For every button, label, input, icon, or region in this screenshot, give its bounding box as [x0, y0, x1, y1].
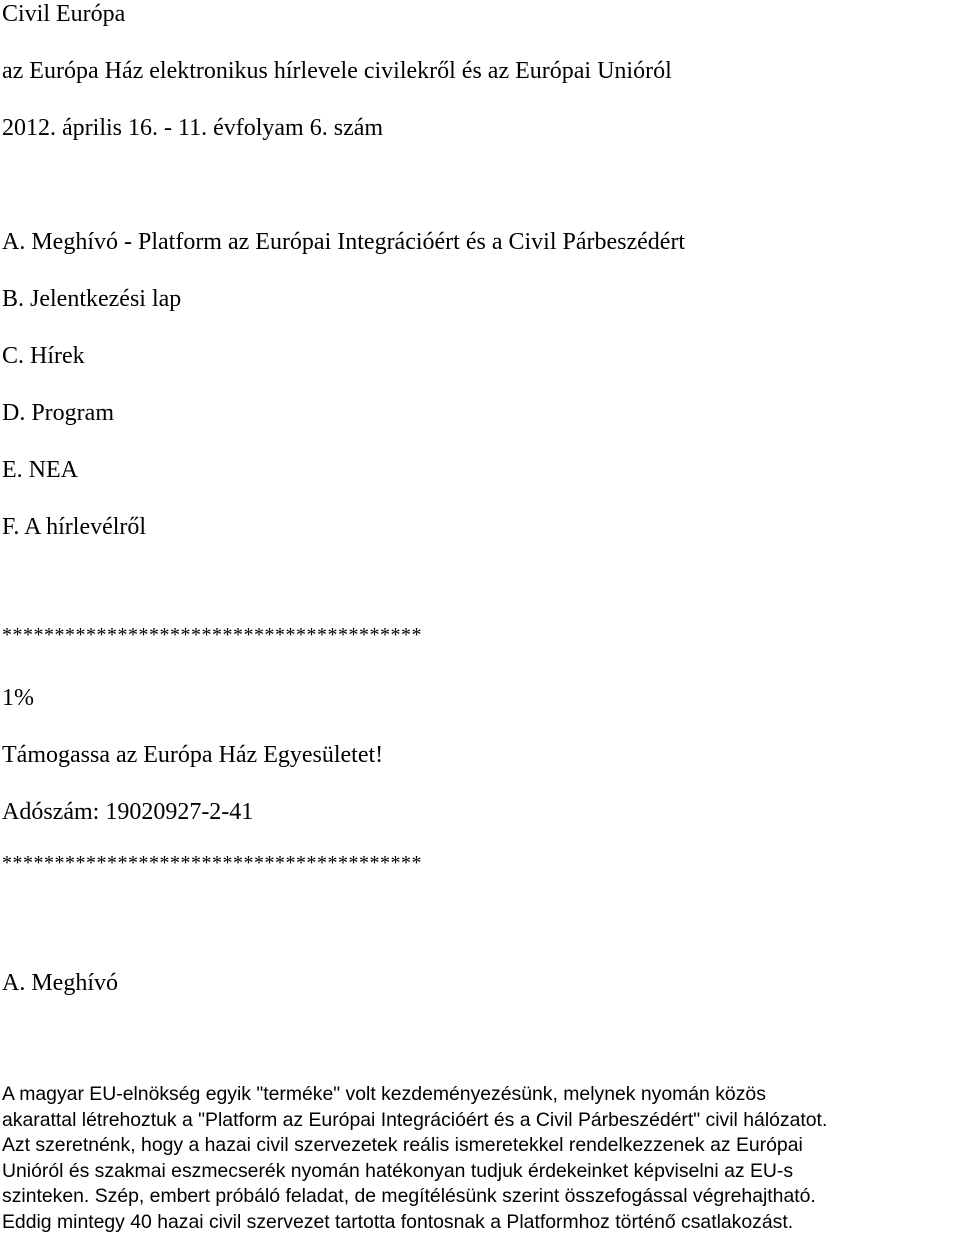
- toc-item-a[interactable]: A. Meghívó - Platform az Európai Integrációért és a Civil Párbeszédért: [2, 229, 686, 255]
- paragraph-line: A magyar EU-elnökség egyik "terméke" volt kezdeményezésünk, melynek nyomán közös: [2, 1083, 766, 1105]
- support-appeal: Támogassa az Európa Ház Egyesületet!: [2, 742, 384, 768]
- paragraph-line: Unióról és szakmai eszmecserék nyomán hatékonyan tudjuk érdekeinket képviselni az EU-s: [2, 1159, 794, 1182]
- paragraph-line: Azt szeretnénk, hogy a hazai civil szervezetek reális ismeretekkel rendelkezzenek az Európai: [2, 1134, 803, 1156]
- toc-item-f[interactable]: F. A hírlevélről: [2, 514, 147, 540]
- paragraph-line: Eddig mintegy 40 hazai civil szervezet tartotta fontosnak a Platformhoz történő csatlakozást.: [2, 1210, 794, 1233]
- tax-id: Adószám: 19020927-2-41: [2, 799, 254, 825]
- percent-label: 1%: [2, 685, 34, 711]
- newsletter-title: Civil Európa: [2, 1, 126, 27]
- issue-date: 2012. április 16. - 11. évfolyam 6. szám: [2, 115, 384, 141]
- newsletter-subtitle: az Európa Ház elektronikus hírlevele civilekről és az Európai Unióról: [2, 58, 672, 84]
- toc-item-d[interactable]: D. Program: [2, 400, 114, 426]
- separator-top: ****************************************: [2, 624, 422, 646]
- toc-item-b[interactable]: B. Jelentkezési lap: [2, 286, 182, 312]
- toc-item-e[interactable]: E. NEA: [2, 457, 78, 483]
- toc-item-c[interactable]: C. Hírek: [2, 343, 85, 369]
- section-a-paragraph: [2, 1082, 958, 1235]
- separator-bottom: ****************************************: [2, 852, 422, 874]
- section-a-heading: A. Meghívó: [2, 970, 118, 996]
- paragraph-line: akarattal létrehoztuk a "Platform az Európai Integrációért és a Civil Párbeszédért" civil hálózatot.: [2, 1108, 828, 1131]
- paragraph-line: szinteken. Szép, embert próbáló feladat, de megítélésünk szerint összefogással végrehajtható.: [2, 1185, 816, 1207]
